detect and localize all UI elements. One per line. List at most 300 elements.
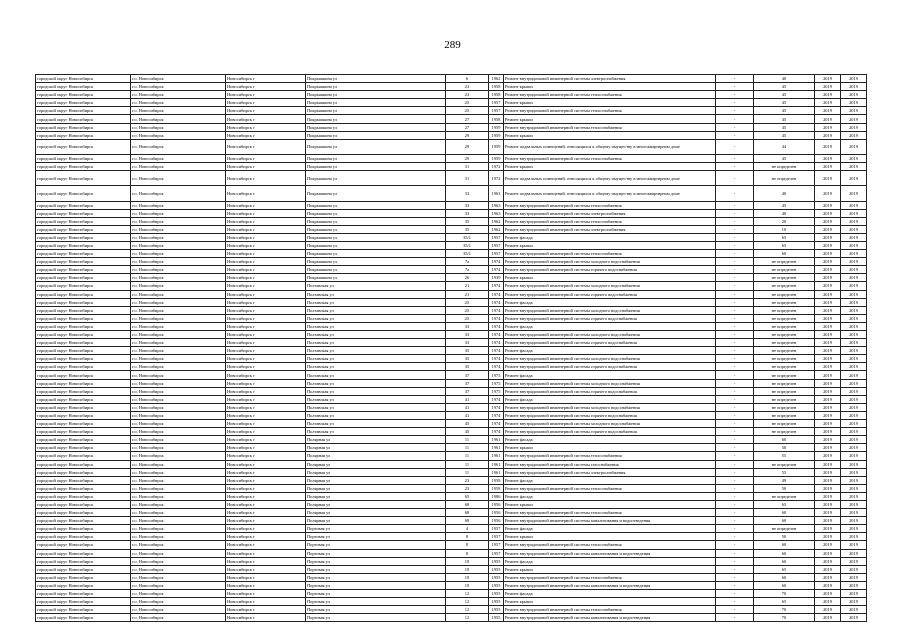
cell-locality: Новосибирск г [226, 557, 306, 565]
cell-municipality: городской округ Новосибирск [36, 444, 131, 452]
cell-dash: - [716, 163, 754, 171]
cell-locality: Новосибирск г [226, 75, 306, 83]
cell-street: Полярная ул [306, 492, 446, 500]
cell-year-start: 2019 [815, 355, 841, 363]
cell-house: 27 [446, 115, 489, 123]
cell-municipality: городской округ Новосибирск [36, 411, 131, 419]
cell-work-type: Ремонт внутридомовой инженерной системы холодного водоснабжения [504, 420, 716, 428]
table-row [36, 201, 867, 209]
cell-year: 1974 [489, 314, 504, 322]
cell-cost: не определен [754, 298, 815, 306]
cell-locality: Новосибирск г [226, 314, 306, 322]
cell-work-type: Ремонт подвальных помещений, относящихся к общему имуществу в многоквартирном доме [504, 139, 716, 154]
cell-locality: Новосибирск г [226, 533, 306, 541]
cell-cost: 70 [754, 590, 815, 598]
cell-municipality: городской округ Новосибирск [36, 83, 131, 91]
table-row [36, 598, 867, 606]
cell-settlement: г.о. Новосибирск [131, 460, 226, 468]
cell-dash: - [716, 186, 754, 201]
cell-year-end: 2019 [841, 163, 867, 171]
cell-street: Полярная ул [306, 509, 446, 517]
cell-year-end: 2019 [841, 411, 867, 419]
cell-work-type: Ремонт крыши [504, 99, 716, 107]
cell-cost: не определен [754, 363, 815, 371]
cell-year-end: 2019 [841, 266, 867, 274]
cell-street: Полярная ул [306, 460, 446, 468]
cell-settlement: г.о. Новосибирск [131, 241, 226, 249]
cell-year-end: 2019 [841, 509, 867, 517]
table-row [36, 154, 867, 162]
cell-year: 1962 [489, 75, 504, 83]
cell-house: 35/1 [446, 241, 489, 249]
cell-year-start: 2019 [815, 115, 841, 123]
cell-locality: Новосибирск г [226, 484, 306, 492]
table-row [36, 314, 867, 322]
table-row [36, 371, 867, 379]
table-row [36, 274, 867, 282]
cell-work-type: Ремонт фасада [504, 322, 716, 330]
cell-municipality: городской округ Новосибирск [36, 250, 131, 258]
cell-year: 1959 [489, 154, 504, 162]
cell-locality: Новосибирск г [226, 517, 306, 525]
cell-street: Полярная ул [306, 517, 446, 525]
cell-year: 1986 [489, 492, 504, 500]
cell-municipality: городской округ Новосибирск [36, 590, 131, 598]
cell-year-end: 2019 [841, 347, 867, 355]
cell-house: 10 [446, 557, 489, 565]
cell-house: 35 [446, 363, 489, 371]
cell-year-start: 2019 [815, 201, 841, 209]
cell-house: 7а [446, 266, 489, 274]
cell-year-end: 2019 [841, 476, 867, 484]
cell-settlement: г.о. Новосибирск [131, 347, 226, 355]
cell-work-type: Ремонт внутридомовой инженерной системы холодного водоснабжения [504, 331, 716, 339]
cell-cost: не определен [754, 460, 815, 468]
cell-municipality: городской округ Новосибирск [36, 387, 131, 395]
cell-year: 1958 [489, 91, 504, 99]
cell-settlement: г.о. Новосибирск [131, 492, 226, 500]
cell-settlement: г.о. Новосибирск [131, 541, 226, 549]
table-row [36, 476, 867, 484]
cell-house: 41 [446, 403, 489, 411]
cell-year-start: 2019 [815, 258, 841, 266]
cell-year-end: 2019 [841, 436, 867, 444]
cell-work-type: Ремонт внутридомовой инженерной системы электроснабжения [504, 209, 716, 217]
cell-year-start: 2019 [815, 75, 841, 83]
cell-municipality: городской округ Новосибирск [36, 154, 131, 162]
cell-municipality: городской округ Новосибирск [36, 233, 131, 241]
cell-work-type: Ремонт крыши [504, 444, 716, 452]
cell-year: 1975 [489, 387, 504, 395]
cell-work-type: Ремонт внутридомовой инженерной системы горячего водоснабжения [504, 428, 716, 436]
cell-work-type: Ремонт фасада [504, 525, 716, 533]
cell-year: 1955 [489, 614, 504, 622]
cell-year: 1974 [489, 290, 504, 298]
table-row [36, 339, 867, 347]
cell-dash: - [716, 395, 754, 403]
cell-locality: Новосибирск г [226, 541, 306, 549]
cell-street: Покрышкина ул [306, 107, 446, 115]
cell-locality: Новосибирск г [226, 339, 306, 347]
cell-year-end: 2019 [841, 573, 867, 581]
cell-year-start: 2019 [815, 209, 841, 217]
cell-dash: - [716, 250, 754, 258]
table-row [36, 107, 867, 115]
cell-street: Полтавская ул [306, 403, 446, 411]
cell-locality: Новосибирск г [226, 428, 306, 436]
cell-street: Полтавская ул [306, 395, 446, 403]
cell-house: 35 [446, 225, 489, 233]
cell-cost: 70 [754, 614, 815, 622]
cell-house: 12 [446, 590, 489, 598]
cell-year-start: 2019 [815, 154, 841, 162]
cell-year-start: 2019 [815, 557, 841, 565]
cell-year: 1974 [489, 266, 504, 274]
cell-work-type: Ремонт внутридомовой инженерной системы теплоснабжения [504, 123, 716, 131]
cell-year: 1957 [489, 533, 504, 541]
cell-street: Полтавская ул [306, 322, 446, 330]
cell-work-type: Ремонт внутридомовой инженерной системы холодного водоснабжения [504, 379, 716, 387]
cell-dash: - [716, 339, 754, 347]
cell-work-type: Ремонт внутридомовой инженерной системы канализования и водоотведения [504, 549, 716, 557]
cell-street: Портовая ул [306, 541, 446, 549]
table-row [36, 266, 867, 274]
cell-year: 1961 [489, 436, 504, 444]
cell-year-end: 2019 [841, 131, 867, 139]
cell-municipality: городской округ Новосибирск [36, 517, 131, 525]
cell-street: Портовая ул [306, 590, 446, 598]
cell-settlement: г.о. Новосибирск [131, 436, 226, 444]
table-row [36, 517, 867, 525]
cell-street: Покрышкина ул [306, 139, 446, 154]
cell-street: Полтавская ул [306, 290, 446, 298]
cell-house: 11 [446, 444, 489, 452]
cell-year-start: 2019 [815, 581, 841, 589]
cell-municipality: городской округ Новосибирск [36, 115, 131, 123]
cell-settlement: г.о. Новосибирск [131, 154, 226, 162]
cell-work-type: Ремонт внутридомовой инженерной системы горячего водоснабжения [504, 363, 716, 371]
cell-municipality: городской округ Новосибирск [36, 282, 131, 290]
cell-locality: Новосибирск г [226, 225, 306, 233]
cell-house: 25 [446, 107, 489, 115]
cell-house: 45 [446, 420, 489, 428]
cell-year-start: 2019 [815, 468, 841, 476]
cell-municipality: городской округ Новосибирск [36, 298, 131, 306]
cell-street: Покрышкина ул [306, 131, 446, 139]
cell-year-start: 2019 [815, 484, 841, 492]
cell-locality: Новосибирск г [226, 509, 306, 517]
cell-cost: 60 [754, 557, 815, 565]
cell-dash: - [716, 387, 754, 395]
cell-work-type: Ремонт внутридомовой инженерной системы канализования и водоотведения [504, 614, 716, 622]
cell-locality: Новосибирск г [226, 371, 306, 379]
cell-work-type: Ремонт внутридомовой инженерной системы теплоснабжения [504, 452, 716, 460]
table-row [36, 387, 867, 395]
cell-locality: Новосибирск г [226, 460, 306, 468]
table-row [36, 565, 867, 573]
cell-settlement: г.о. Новосибирск [131, 581, 226, 589]
cell-settlement: г.о. Новосибирск [131, 525, 226, 533]
cell-cost: 50 [754, 484, 815, 492]
cell-year-end: 2019 [841, 533, 867, 541]
cell-locality: Новосибирск г [226, 492, 306, 500]
cell-street: Полярная ул [306, 484, 446, 492]
cell-locality: Новосибирск г [226, 476, 306, 484]
cell-settlement: г.о. Новосибирск [131, 306, 226, 314]
table-row [36, 614, 867, 622]
cell-work-type: Ремонт внутридомовой инженерной системы канализования и водоотведения [504, 581, 716, 589]
cell-house: 11 [446, 460, 489, 468]
cell-year: 1957 [489, 525, 504, 533]
cell-year: 1974 [489, 298, 504, 306]
cell-year: 1955 [489, 565, 504, 573]
cell-year-end: 2019 [841, 282, 867, 290]
cell-dash: - [716, 123, 754, 131]
cell-municipality: городской округ Новосибирск [36, 573, 131, 581]
cell-year: 1974 [489, 322, 504, 330]
cell-municipality: городской округ Новосибирск [36, 217, 131, 225]
cell-locality: Новосибирск г [226, 131, 306, 139]
cell-municipality: городской округ Новосибирск [36, 509, 131, 517]
cell-settlement: г.о. Новосибирск [131, 452, 226, 460]
cell-street: Портовая ул [306, 533, 446, 541]
cell-locality: Новосибирск г [226, 468, 306, 476]
cell-year-end: 2019 [841, 363, 867, 371]
cell-street: Покрышкина ул [306, 186, 446, 201]
cell-settlement: г.о. Новосибирск [131, 75, 226, 83]
cell-settlement: г.о. Новосибирск [131, 250, 226, 258]
cell-work-type: Ремонт крыши [504, 83, 716, 91]
cell-locality: Новосибирск г [226, 99, 306, 107]
cell-year-start: 2019 [815, 614, 841, 622]
cell-year: 1961 [489, 452, 504, 460]
cell-year-start: 2019 [815, 123, 841, 131]
cell-year-start: 2019 [815, 517, 841, 525]
cell-dash: - [716, 533, 754, 541]
cell-house: 25 [446, 314, 489, 322]
cell-year-start: 2019 [815, 444, 841, 452]
cell-dash: - [716, 306, 754, 314]
cell-settlement: г.о. Новосибирск [131, 201, 226, 209]
cell-street: Полтавская ул [306, 411, 446, 419]
cell-street: Покрышкина ул [306, 217, 446, 225]
table-row [36, 217, 867, 225]
cell-locality: Новосибирск г [226, 379, 306, 387]
cell-street: Полтавская ул [306, 387, 446, 395]
cell-settlement: г.о. Новосибирск [131, 444, 226, 452]
cell-street: Портовая ул [306, 598, 446, 606]
cell-house: 35 [446, 347, 489, 355]
cell-street: Полтавская ул [306, 298, 446, 306]
cell-municipality: городской округ Новосибирск [36, 525, 131, 533]
cell-year-start: 2019 [815, 565, 841, 573]
cell-dash: - [716, 241, 754, 249]
cell-year: 1975 [489, 371, 504, 379]
cell-cost: не определен [754, 282, 815, 290]
cell-work-type: Ремонт внутридомовой инженерной системы горячего водоснабжения [504, 387, 716, 395]
cell-dash: - [716, 266, 754, 274]
cell-work-type: Ремонт внутридомовой инженерной системы горячего водоснабжения [504, 266, 716, 274]
table-row [36, 355, 867, 363]
cell-locality: Новосибирск г [226, 347, 306, 355]
cell-work-type: Ремонт внутридомовой инженерной системы канализования и водоотведения [504, 517, 716, 525]
cell-settlement: г.о. Новосибирск [131, 163, 226, 171]
cell-locality: Новосибирск г [226, 322, 306, 330]
cell-municipality: городской округ Новосибирск [36, 460, 131, 468]
cell-house: 21 [446, 282, 489, 290]
cell-municipality: городской округ Новосибирск [36, 123, 131, 131]
cell-locality: Новосибирск г [226, 274, 306, 282]
cell-year-start: 2019 [815, 525, 841, 533]
cell-work-type: Ремонт фасада [504, 557, 716, 565]
cell-work-type: Ремонт внутридомовой инженерной системы теплоснабжения [504, 107, 716, 115]
cell-locality: Новосибирск г [226, 139, 306, 154]
cell-dash: - [716, 107, 754, 115]
cell-dash: - [716, 290, 754, 298]
cell-year: 1958 [489, 115, 504, 123]
cell-work-type: Ремонт крыши [504, 565, 716, 573]
cell-year-start: 2019 [815, 395, 841, 403]
table-row [36, 379, 867, 387]
cell-year: 1961 [489, 468, 504, 476]
cell-dash: - [716, 274, 754, 282]
cell-year: 1957 [489, 233, 504, 241]
cell-municipality: городской округ Новосибирск [36, 290, 131, 298]
cell-locality: Новосибирск г [226, 500, 306, 508]
cell-settlement: г.о. Новосибирск [131, 107, 226, 115]
cell-year: 1958 [489, 484, 504, 492]
cell-year-start: 2019 [815, 339, 841, 347]
cell-municipality: городской округ Новосибирск [36, 541, 131, 549]
cell-house: 35 [446, 217, 489, 225]
cell-year: 1957 [489, 99, 504, 107]
cell-cost: 60 [754, 517, 815, 525]
cell-locality: Новосибирск г [226, 123, 306, 131]
table-row [36, 298, 867, 306]
cell-year-start: 2019 [815, 322, 841, 330]
cell-year-end: 2019 [841, 233, 867, 241]
cell-year-end: 2019 [841, 590, 867, 598]
table-row [36, 573, 867, 581]
cell-dash: - [716, 581, 754, 589]
cell-cost: не определен [754, 525, 815, 533]
cell-year: 1974 [489, 306, 504, 314]
cell-year: 1959 [489, 131, 504, 139]
cell-street: Портовая ул [306, 581, 446, 589]
cell-locality: Новосибирск г [226, 209, 306, 217]
cell-cost: не определен [754, 331, 815, 339]
cell-settlement: г.о. Новосибирск [131, 186, 226, 201]
cell-locality: Новосибирск г [226, 154, 306, 162]
cell-house: 10 [446, 581, 489, 589]
cell-cost: не определен [754, 290, 815, 298]
cell-cost: не определен [754, 420, 815, 428]
cell-year-end: 2019 [841, 123, 867, 131]
cell-year-end: 2019 [841, 614, 867, 622]
cell-cost: 65 [754, 233, 815, 241]
cell-street: Полтавская ул [306, 347, 446, 355]
cell-year: 1974 [489, 428, 504, 436]
cell-settlement: г.о. Новосибирск [131, 314, 226, 322]
cell-street: Полтавская ул [306, 363, 446, 371]
cell-work-type: Ремонт внутридомовой инженерной системы теплоснабжения [504, 250, 716, 258]
cell-house: 45 [446, 428, 489, 436]
cell-cost: 60 [754, 541, 815, 549]
cell-municipality: городской округ Новосибирск [36, 91, 131, 99]
cell-year-start: 2019 [815, 139, 841, 154]
cell-house: 8 [446, 533, 489, 541]
cell-settlement: г.о. Новосибирск [131, 331, 226, 339]
cell-work-type: Ремонт внутридомовой инженерной системы холодного водоснабжения [504, 258, 716, 266]
cell-house: 31 [446, 163, 489, 171]
cell-street: Полтавская ул [306, 371, 446, 379]
cell-year: 1974 [489, 282, 504, 290]
cell-cost: не определен [754, 428, 815, 436]
cell-settlement: г.о. Новосибирск [131, 509, 226, 517]
cell-municipality: городской округ Новосибирск [36, 339, 131, 347]
cell-year-end: 2019 [841, 331, 867, 339]
cell-house: 12 [446, 606, 489, 614]
cell-locality: Новосибирск г [226, 258, 306, 266]
cell-year: 1974 [489, 363, 504, 371]
cell-work-type: Ремонт внутридомовой инженерной системы теплоснабжения [504, 606, 716, 614]
table-row [36, 484, 867, 492]
cell-street: Покрышкина ул [306, 250, 446, 258]
cell-street: Портовая ул [306, 606, 446, 614]
cell-house: 29 [446, 131, 489, 139]
table-row [36, 171, 867, 186]
cell-year-end: 2019 [841, 395, 867, 403]
cell-locality: Новосибирск г [226, 115, 306, 123]
cell-year: 1974 [489, 347, 504, 355]
table-row [36, 452, 867, 460]
table-row [36, 590, 867, 598]
cell-work-type: Ремонт крыши [504, 131, 716, 139]
cell-locality: Новосибирск г [226, 171, 306, 186]
cell-house: 35/1 [446, 250, 489, 258]
cell-settlement: г.о. Новосибирск [131, 387, 226, 395]
cell-year-end: 2019 [841, 241, 867, 249]
cell-cost: 40 [754, 209, 815, 217]
cell-settlement: г.о. Новосибирск [131, 171, 226, 186]
cell-settlement: г.о. Новосибирск [131, 282, 226, 290]
table-row [36, 492, 867, 500]
cell-settlement: г.о. Новосибирск [131, 500, 226, 508]
cell-street: Покрышкина ул [306, 115, 446, 123]
cell-cost: 60 [754, 250, 815, 258]
cell-year-start: 2019 [815, 225, 841, 233]
cell-year-start: 2019 [815, 217, 841, 225]
cell-street: Полтавская ул [306, 282, 446, 290]
cell-year: 1972 [489, 171, 504, 186]
table-row [36, 557, 867, 565]
cell-work-type: Ремонт внутридомовой инженерной системы теплоснабжения [504, 154, 716, 162]
cell-dash: - [716, 565, 754, 573]
cell-cost: не определен [754, 171, 815, 186]
cell-street: Покрышкина ул [306, 241, 446, 249]
cell-settlement: г.о. Новосибирск [131, 322, 226, 330]
cell-work-type: Ремонт фасада [504, 492, 716, 500]
cell-street: Покрышкина ул [306, 123, 446, 131]
cell-dash: - [716, 347, 754, 355]
cell-dash: - [716, 171, 754, 186]
cell-settlement: г.о. Новосибирск [131, 517, 226, 525]
cell-year: 1974 [489, 331, 504, 339]
cell-year: 1955 [489, 573, 504, 581]
cell-settlement: г.о. Новосибирск [131, 139, 226, 154]
cell-year: 1974 [489, 395, 504, 403]
cell-year-start: 2019 [815, 541, 841, 549]
